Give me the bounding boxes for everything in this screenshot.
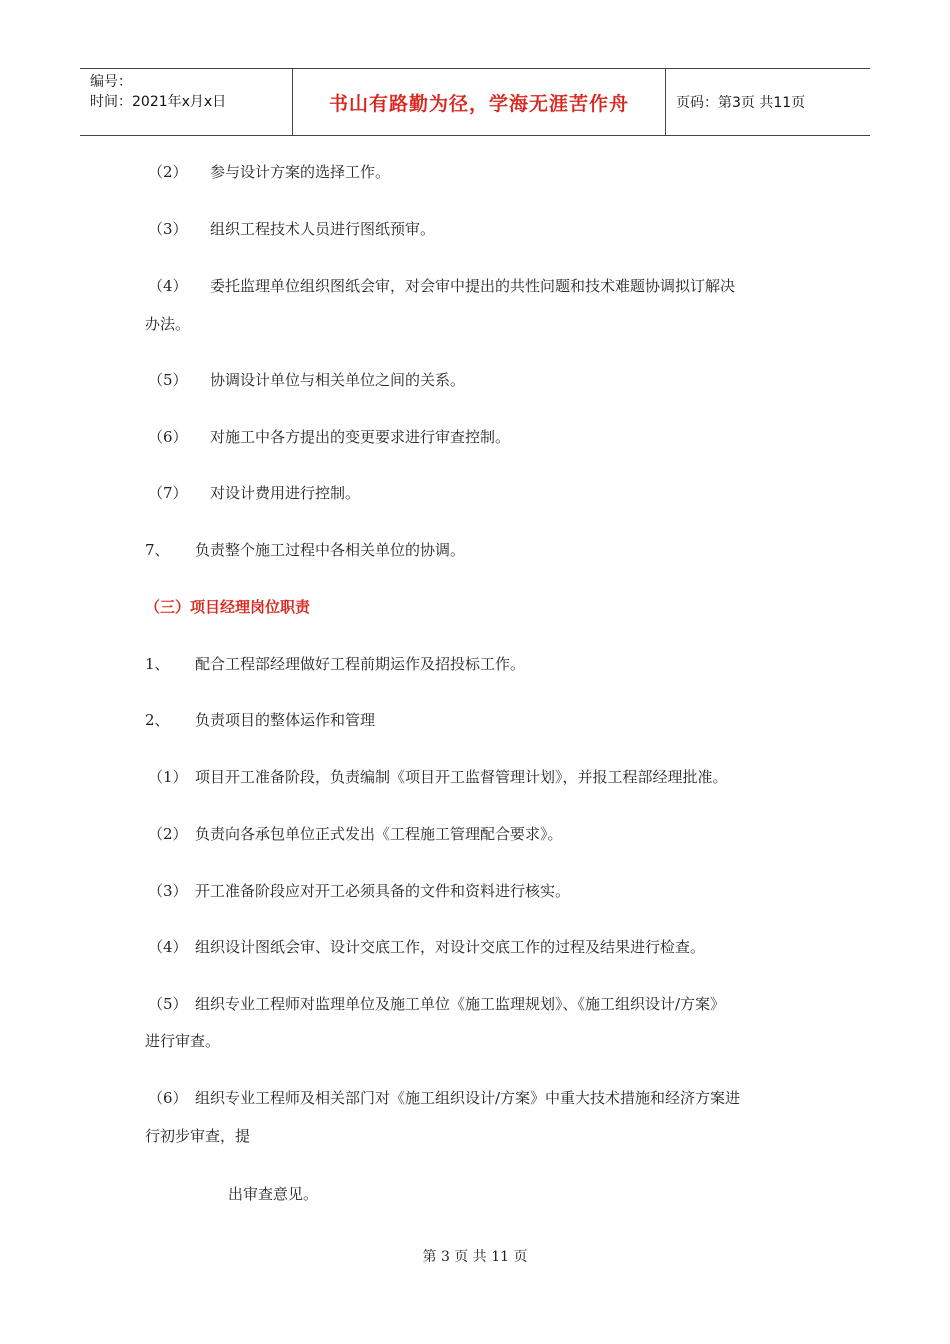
item-number: （3） <box>148 220 188 238</box>
item-text: 对设计费用进行控制。 <box>210 484 361 502</box>
item-number: （6） <box>148 428 188 446</box>
item-number: （7） <box>148 484 188 502</box>
item-continuation: 办法。 <box>145 315 191 333</box>
item-number: （1） <box>148 768 188 786</box>
item-number: （4） <box>148 938 188 956</box>
item-continuation: 进行审查。 <box>145 1032 221 1050</box>
page-header <box>80 68 870 136</box>
item-number: （5） <box>148 371 188 389</box>
item-number: （4） <box>148 277 188 295</box>
item-text: 开工准备阶段应对开工必须具备的文件和资料进行核实。 <box>195 882 571 900</box>
header-motto: 书山有路勤为径，学海无涯苦作舟 <box>293 69 666 135</box>
item-number: （6） <box>148 1089 188 1107</box>
item-text: 负责项目的整体运作和管理 <box>195 711 376 729</box>
item-number: （2） <box>148 825 188 843</box>
item-continuation: 行初步审查，提 <box>145 1127 251 1145</box>
list-item <box>148 219 435 239</box>
list-item <box>145 540 465 560</box>
item-number: （3） <box>148 882 188 900</box>
item-text: 项目开工准备阶段，负责编制《项目开工监督管理计划》，并报工程部经理批准。 <box>195 768 728 786</box>
item-text: 委托监理单位组织图纸会审，对会审中提出的共性问题和技术难题协调拟订解决 <box>210 277 736 295</box>
item-number: 2、 <box>145 711 170 729</box>
list-item <box>148 370 465 390</box>
item-text: 组织专业工程师对监理单位及施工单位《施工监理规划》、《施工组织设计/方案》 <box>195 995 726 1013</box>
item-text: 组织工程技术人员进行图纸预审。 <box>210 220 436 238</box>
list-item <box>148 427 510 447</box>
list-item <box>148 767 728 787</box>
item-text: 负责向各承包单位正式发出《工程施工管理配合要求》。 <box>195 825 563 843</box>
section-heading: （三）项目经理岗位职责 <box>145 598 311 616</box>
header-page-label: 页码：第3页 共11页 <box>676 95 806 111</box>
item-number: 1、 <box>145 655 170 673</box>
time-label: 时间：2021年x月x日 <box>90 94 227 110</box>
list-item <box>145 654 525 674</box>
header-meta <box>80 69 293 135</box>
item-continuation: 出审查意见。 <box>228 1185 319 1203</box>
list-item <box>148 1088 740 1108</box>
item-text: 协调设计单位与相关单位之间的关系。 <box>210 371 466 389</box>
item-text: 组织设计图纸会审、设计交底工作，对设计交底工作的过程及结果进行检查。 <box>195 938 706 956</box>
list-item <box>148 162 390 182</box>
item-number: （2） <box>148 163 188 181</box>
page-footer: 第 3 页 共 11 页 <box>422 1249 528 1265</box>
number-label: 编号： <box>90 74 132 90</box>
item-number: （5） <box>148 995 188 1013</box>
item-text: 配合工程部经理做好工程前期运作及招投标工作。 <box>195 655 526 673</box>
item-text: 对施工中各方提出的变更要求进行审查控制。 <box>210 428 511 446</box>
list-item <box>145 710 375 730</box>
list-item <box>148 276 735 296</box>
item-text: 组织专业工程师及相关部门对《施工组织设计/方案》中重大技术措施和经济方案进 <box>195 1089 741 1107</box>
item-number: 7、 <box>145 541 170 559</box>
item-text: 参与设计方案的选择工作。 <box>210 163 391 181</box>
item-text: 负责整个施工过程中各相关单位的协调。 <box>195 541 466 559</box>
list-item <box>148 824 563 844</box>
list-item <box>148 881 570 901</box>
list-item <box>148 937 705 957</box>
list-item <box>148 994 725 1014</box>
list-item <box>148 483 360 503</box>
